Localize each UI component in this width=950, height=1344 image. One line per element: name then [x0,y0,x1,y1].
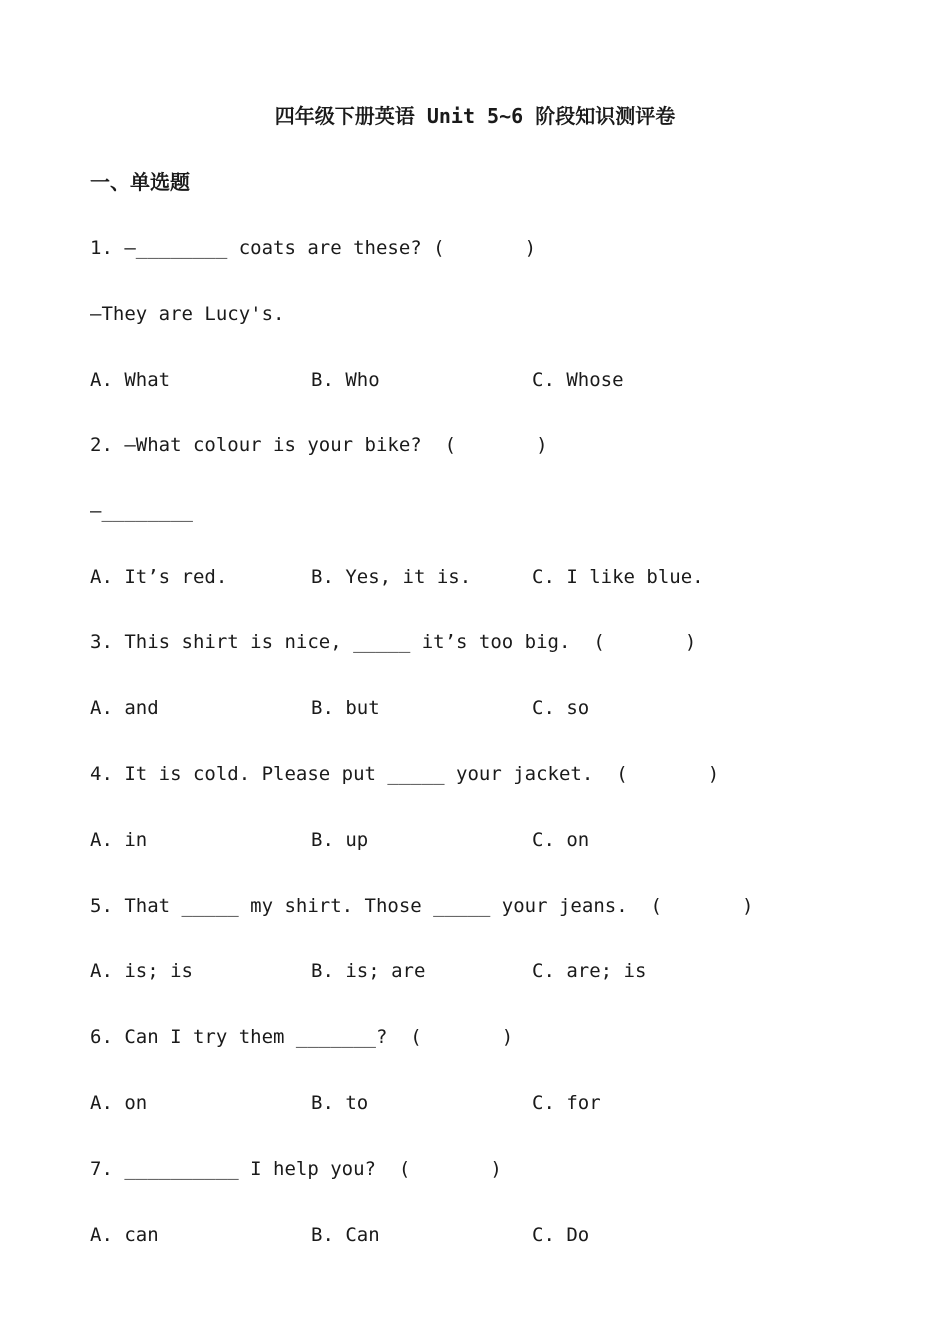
option-c: C. for [532,1092,601,1114]
option-b: B. Who [311,369,380,391]
options-row [90,1091,890,1115]
option-c: C. are; is [532,960,647,982]
option-b: B. is; are [311,960,426,982]
option-b: B. Can [311,1224,380,1246]
option-a: A. is; is [90,960,193,982]
question-stem: 4. It is cold. Please put _____ your jacket. ( ) [90,763,720,785]
option-c: C. Whose [532,369,624,391]
question-stem: 6. Can I try them _______? ( ) [90,1026,514,1048]
options-row [90,696,890,720]
page-title: 四年级下册英语 Unit 5~6 阶段知识测评卷 [274,104,676,128]
option-a: A. It’s red. [90,566,228,588]
options-row [90,1223,890,1247]
option-b: B. but [311,697,380,719]
options-row [90,959,890,983]
option-b: B. up [311,829,369,851]
option-b: B. Yes, it is. [311,566,472,588]
question-stem: 1. —________ coats are these? ( ) [90,237,537,259]
options-row [90,565,890,589]
question-stem: 5. That _____ my shirt. Those _____ your jeans. ( ) [90,895,754,917]
option-c: C. I like blue. [532,566,704,588]
section-heading: 一、单选题 [90,170,190,194]
question-dialogue: —________ [90,500,193,522]
question-stem: 7. __________ I help you? ( ) [90,1158,502,1180]
question-stem: 2. —What colour is your bike? ( ) [90,434,548,456]
option-c: C. so [532,697,590,719]
option-a: A. on [90,1092,148,1114]
question-stem: 3. This shirt is nice, _____ it’s too big. ( ) [90,631,697,653]
option-c: C. on [532,829,590,851]
option-a: A. What [90,369,171,391]
options-row [90,368,890,392]
option-a: A. and [90,697,159,719]
option-a: A. in [90,829,148,851]
option-c: C. Do [532,1224,590,1246]
option-b: B. to [311,1092,369,1114]
options-row [90,828,890,852]
question-dialogue: —They are Lucy's. [90,303,285,325]
option-a: A. can [90,1224,159,1246]
